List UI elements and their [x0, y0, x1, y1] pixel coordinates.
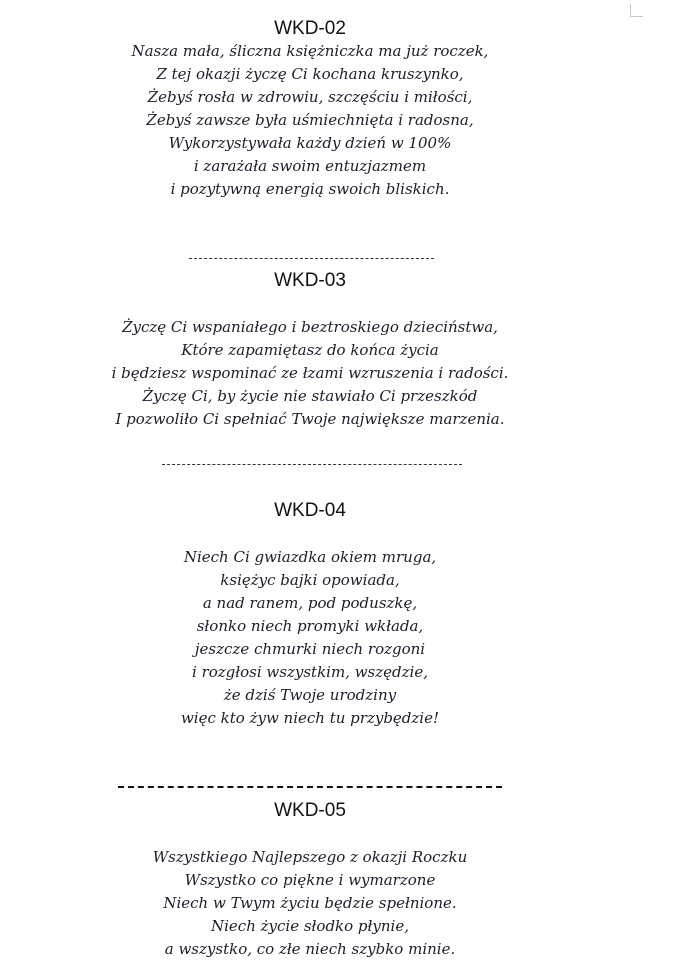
poem-line: Żebyś zawsze była uśmiechnięta i radosna,	[146, 111, 474, 129]
poem-line: jeszcze chmurki niech rozgoni	[194, 640, 426, 658]
poem-line: Życzę Ci, by życie nie stawiało Ci przeszkód	[142, 387, 478, 405]
section-heading-wkd-05: WKD-05	[274, 800, 346, 821]
poem-line: słonko niech promyki wkłada,	[196, 617, 424, 635]
poem-line: Niech w Twym życiu będzie spełnione.	[163, 894, 457, 912]
poem-line: Wykorzystywała każdy dzień w 100%	[168, 134, 452, 152]
poem-line: Niech życie słodko płynie,	[211, 917, 409, 935]
poem-wkd-04	[0, 546, 620, 730]
poem-line: Niech Ci gwiazdka okiem mruga,	[183, 548, 437, 566]
poem-line: a nad ranem, pod poduszkę,	[202, 594, 418, 612]
poem-line: i będziesz wspominać ze łzami wzruszenia i radości.	[111, 364, 509, 382]
poem-line: i pozytywną energią swoich bliskich.	[170, 180, 450, 198]
section-heading-wkd-04: WKD-04	[274, 500, 346, 521]
section-divider	[162, 464, 462, 465]
section-heading-wkd-03: WKD-03	[274, 270, 346, 291]
poem-wkd-02	[0, 40, 620, 201]
poem-line: księżyc bajki opowiada,	[220, 571, 400, 589]
poem-line: Żebyś rosła w zdrowiu, szczęściu i miłości,	[147, 88, 473, 106]
poem-line: I pozwoliło Ci spełniać Twoje największe marzenia.	[115, 410, 505, 428]
section-divider	[118, 786, 502, 788]
poem-line: Które zapamiętasz do końca życia	[181, 341, 439, 359]
section-divider	[189, 258, 434, 259]
poem-line: Nasza mała, śliczna księżniczka ma już roczek,	[131, 42, 489, 60]
poem-line: że dziś Twoje urodziny	[223, 686, 397, 704]
poem-line: a wszystko, co złe niech szybko minie.	[164, 940, 456, 958]
poem-wkd-03	[0, 316, 620, 431]
page-corner-marker	[630, 4, 643, 17]
poem-line: Z tej okazji życzę Ci kochana kruszynko,	[156, 65, 464, 83]
poem-line: Życzę Ci wspaniałego i beztroskiego dzieciństwa,	[122, 318, 498, 336]
poem-line: i rozgłosi wszystkim, wszędzie,	[192, 663, 428, 681]
poem-line: więc kto żyw niech tu przybędzie!	[180, 709, 440, 727]
poem-wkd-05	[0, 846, 620, 961]
section-heading-wkd-02: WKD-02	[274, 18, 346, 39]
poem-line: Wszystkiego Najlepszego z okazji Roczku	[152, 848, 468, 866]
poem-line: i zarażała swoim entuzjazmem	[193, 157, 427, 175]
poem-line: Wszystko co piękne i wymarzone	[184, 871, 436, 889]
